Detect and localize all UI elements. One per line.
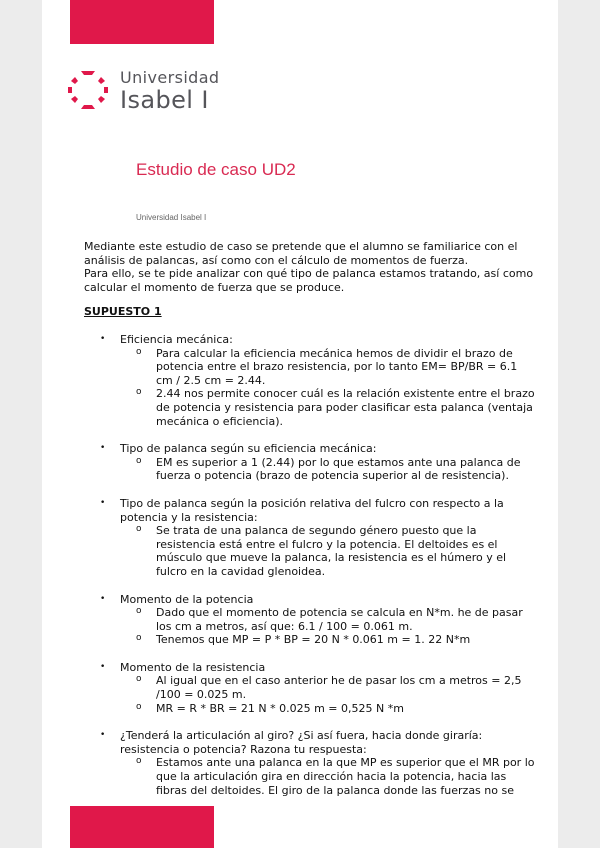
sub-list <box>120 456 536 483</box>
section-heading: SUPUESTO 1 <box>84 305 162 318</box>
list-item-label: Eficiencia mecánica: <box>120 333 233 346</box>
sub-list-item: o Al igual que en el caso anterior he de pasar los cm a metros = 2,5 /100 = 0.025 m. <box>120 674 536 701</box>
brand-bar-top <box>70 0 214 44</box>
sub-list <box>120 524 536 578</box>
list-item <box>100 333 536 428</box>
logo-text-isabel: Isabel I <box>120 86 209 114</box>
list-item <box>100 442 536 483</box>
sub-list-item: o EM es superior a 1 (2.44) por lo que estamos ante una palanca de fuerza o potencia (brazo de potencia superior al de resistencia). <box>120 456 536 483</box>
sub-list-item: o Se trata de una palanca de segundo género puesto que la resistencia está entre el fulcro y la potencia. El deltoides es el músculo que mueve la palanca, la resistencia es el húmero y el fulcro en la cavidad glenoidea. <box>120 524 536 578</box>
bullet-list <box>100 333 536 811</box>
brand-bar-bottom <box>70 806 214 848</box>
list-item-label: Momento de la resistencia <box>120 660 266 674</box>
list-item <box>100 729 536 797</box>
list-item <box>100 497 536 579</box>
intro-paragraph: Para ello, se te pide analizar con qué tipo de palanca estamos tratando, así como calcular el momento de fuerza que se produce. <box>84 267 534 294</box>
logo-text-universidad: Universidad <box>120 68 220 87</box>
intro-paragraph: Mediante este estudio de caso se pretende que el alumno se familiarice con el análisis de palancas, así como con el cálculo de momentos de fuerza. <box>84 240 518 267</box>
document-page <box>42 0 558 848</box>
list-item-label: Tipo de palanca según su eficiencia mecánica: <box>120 442 377 456</box>
document-author: Universidad Isabel I <box>136 213 207 222</box>
sub-list <box>120 756 536 797</box>
sub-list <box>120 674 536 715</box>
sub-list-item: o 2.44 nos permite conocer cuál es la relación existente entre el brazo de potencia y resistencia para poder clasificar esta palanca (ventaja mecánica o eficiencia). <box>120 387 536 428</box>
list-item <box>100 661 536 715</box>
intro-text <box>84 240 534 294</box>
sub-list-item: o MR = R * BR = 21 N * 0.025 m = 0,525 N *m <box>120 702 536 716</box>
sub-list <box>120 347 536 429</box>
list-item <box>100 593 536 647</box>
university-logo-icon <box>66 68 110 112</box>
sub-list-item: o Para calcular la eficiencia mecánica hemos de dividir el brazo de potencia entre el brazo resistencia, por lo tanto EM= BP/BR = 6.1 cm / 2.5 cm = 2.44. <box>120 347 536 388</box>
sub-list <box>120 606 536 647</box>
sub-list-item: o Estamos ante una palanca en la que MP es superior que el MR por lo que la articulación gira en dirección hacia la potencia, hacia las fibras del deltoides. El giro de la palanca donde las fuerzas no se <box>120 756 536 797</box>
document-title: Estudio de caso UD2 <box>136 160 296 179</box>
list-item-label: ¿Tenderá la articulación al giro? ¿Si así fuera, hacia donde giraría: resistencia o potencia? Razona tu respuesta: <box>120 729 483 756</box>
university-logo <box>66 68 366 118</box>
sub-list-item: o Tenemos que MP = P * BP = 20 N * 0.061 m = 1. 22 N*m <box>120 633 536 647</box>
list-item-label: Momento de la potencia <box>120 592 254 606</box>
sub-list-item: o Dado que el momento de potencia se calcula en N*m. he de pasar los cm a metros, así que: 6.1 / 100 = 0.061 m. <box>120 606 536 633</box>
list-item-label: Tipo de palanca según la posición relativa del fulcro con respecto a la potencia y la resistencia: <box>120 496 504 524</box>
